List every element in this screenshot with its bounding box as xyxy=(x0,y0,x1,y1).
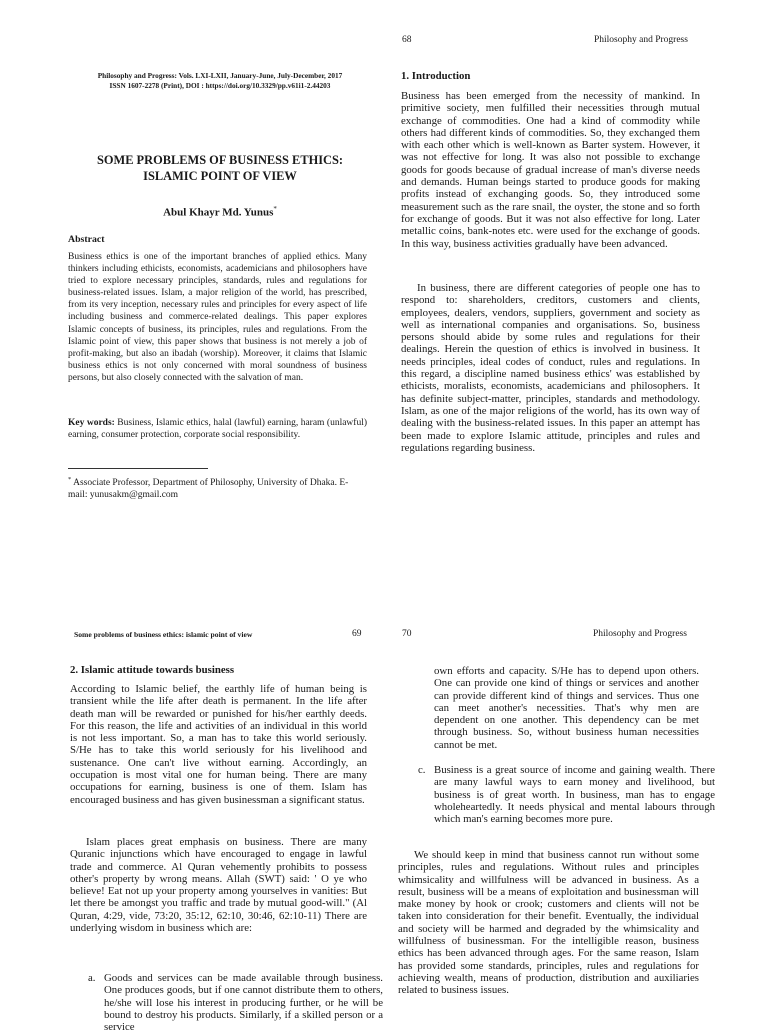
page-number: 69 xyxy=(352,629,362,639)
abstract-heading: Abstract xyxy=(68,234,105,245)
list-continuation-text: own efforts and capacity. S/He has to depend upon others. One can provide one kind of things or services and another can provide different kind of things and services. Thus one can meet another's necessities. That's why men are dependent on one another. This dependency can be met through business. So, without business human necessities cannot be met. xyxy=(434,665,699,751)
list-marker-c: c. xyxy=(418,764,426,776)
section2-paragraph-2: Islam places great emphasis on business. There are many Quranic injunctions which have encouraged to engage in lawful trade and commerce. Al Quran vehemently prohibits to possess other's property by wrong means. Allah (SWT) said: ' O ye who believe! Eat not up your property among yourselves in vanities: But let there be amongst you traffic and trade by mutual good-will." (Al Quran, 4:29, vide, 73:20, 35:12, 62:10, 30:46, 62:10-11) There are underlying wisdom in business which are: xyxy=(70,836,367,935)
article-title xyxy=(60,152,380,184)
keywords-text: Business, Islamic ethics, halal (lawful) earning, haram (unlawful) earning, consumer protection, corporate social responsibility. xyxy=(68,418,367,441)
section-heading-introduction: 1. Introduction xyxy=(401,70,471,82)
list-item-c-text: Business is a great source of income and gaining wealth. There are many lawful ways to earn money and livelihood, but business is of great worth. In business, man has to engage wholeheartedly. It needs physical and mental labours through which man's earning becomes more pure. xyxy=(434,764,715,826)
journal-info xyxy=(60,71,380,90)
author-line xyxy=(60,205,380,219)
list-item-a-text: Goods and services can be made available through business. One produces goods, but if one cannot distribute them to others, he/she will lose his interest in producing further, or he will be bound to destroy his products. Similarly, if a skilled person or a service xyxy=(104,972,383,1033)
closing-paragraph: We should keep in mind that business cannot run without some principles, rules and regulations. Without rules and principles whimsicality and willfulness will be advanced in business. As a result, business will be a means of exploitation and businessman will make money by hook or crook; customers and clients will not be taken into consideration for their benefit. Eventually, the individual and society will be harmed and degraded by the whimsicality and willfulness of businessman. For the intelligible reason, business ethics has been advanced through ages. For the same reason, Islam has provided some standards, principles, rules and regulations for achieving wealth, means of production, distribution and auxiliaries related to business issues. xyxy=(398,849,699,997)
footnote-text: Associate Professor, Department of Philosophy, University of Dhaka. E-mail: yunusakm@gmail.com xyxy=(68,478,349,501)
footnote-divider xyxy=(68,468,208,469)
page-69 xyxy=(0,620,384,1033)
footnote-mark: * xyxy=(68,476,72,483)
page-number: 68 xyxy=(402,35,412,45)
page-68 xyxy=(0,0,768,500)
section2-paragraph-1: According to Islamic belief, the earthly life of human being is transient while the life after death is permanent. In the life after death man will be rewarded or punished for his/her earthly deeds. For this reason, the life and activities of an individual in this world is not less important. So, a man has to take this world seriously. S/He has to take this world seriously for his livelihood and sustenance. One can't live without earning. Accordingly, an occupation is most vital one for human being. There are many occupations for earning, business is one of them. Islam has encouraged business and has given businessman a significant status. xyxy=(70,683,367,806)
list-item-c xyxy=(418,764,715,825)
author-name: Abul Khayr Md. Yunus xyxy=(163,206,274,219)
section-heading-islamic-attitude: 2. Islamic attitude towards business xyxy=(70,664,235,676)
journal-line-1: Philosophy and Progress: Vols. LXI-LXII, January-June, July-December, 2017 xyxy=(97,71,343,80)
keywords xyxy=(68,417,367,441)
running-header: Some problems of business ethics: islamic point of view xyxy=(74,630,253,639)
page-number: 70 xyxy=(402,629,412,639)
running-header: Philosophy and Progress xyxy=(594,35,688,45)
running-header: Philosophy and Progress xyxy=(593,629,687,639)
intro-paragraph-2: In business, there are different categories of people one has to respond to: shareholders, creditors, customers and clients, employees, dealers, vendors, suppliers, government and society as well as international companies and organisations. So, business persons should abide by some rules and regulations for their dealings. Herein the question of ethics is involved in business. It needs principles, ideal codes of conduct, rules and regulations. In this regard, a discipline named business ethics' was established by ethicists, moralists, economists, academicians and philosophers. It has definite subject-matter, principles, standards and methodology. Islam, as one of the major religions of the world, has its own way of dealing with the business-related issues. In this paper an attempt has been made to explore Islamic attitude, principles and rules and regulations regarding business. xyxy=(401,282,700,454)
list-marker-a: a. xyxy=(88,972,96,984)
intro-paragraph-1: Business has been emerged from the necessity of mankind. In primitive society, men fulfilled their necessities through mutual exchange of commodities. One had a kind of commodity while others had different kinds of commodities. So, they exchanged them with each other which is well-known as Barter system. However, it was not effective for long. It was also not possible to exchange goods for goods because of gradual increase of man's diverse needs and demands. Human beings started to produce goods for making profits instead of exchanging goods. So, they introduced some measurement such as the rare snail, the oyster, the stone and so forth for exchange of goods. But it was not also effective for long. Later metallic coins, bank-notes etc. were used for the exchange of goods. In this way, business activities gradually have been advanced. xyxy=(401,90,700,250)
abstract-text: Business ethics is one of the important branches of applied ethics. Many thinkers including ethicists, economists, academicians and philosophers have tried to explore necessary principles, standards, rules and regulations for business-related issues. Islam, a major religion of the world, has prescribed, from its very inception, necessary rules and principles for every aspect of life including business and commerce-related dealings. This paper explores Islamic concepts of business, its principles, rules and regulations. From the Islamic point of view, this paper shows that business is not merely a job of profit-making, but also an ibadah (worship). Moreover, it claims that Islamic business ethics is not only concerned with moral soundness of business persons, but also closely connected with the salvation of man. xyxy=(68,252,367,383)
title-line-1: SOME PROBLEMS OF BUSINESS ETHICS: xyxy=(96,153,344,167)
footnote xyxy=(68,474,358,501)
title-line-2: ISLAMIC POINT OF VIEW xyxy=(143,169,297,183)
keywords-label: Key words: xyxy=(68,418,115,428)
page-70 xyxy=(384,620,768,1024)
author-footnote-mark: * xyxy=(273,205,277,213)
journal-line-2: ISSN 1607-2278 (Print), DOI : https://doi.org/10.3329/pp.v61i1-2.44203 xyxy=(109,80,331,90)
list-item-a xyxy=(88,972,383,1033)
